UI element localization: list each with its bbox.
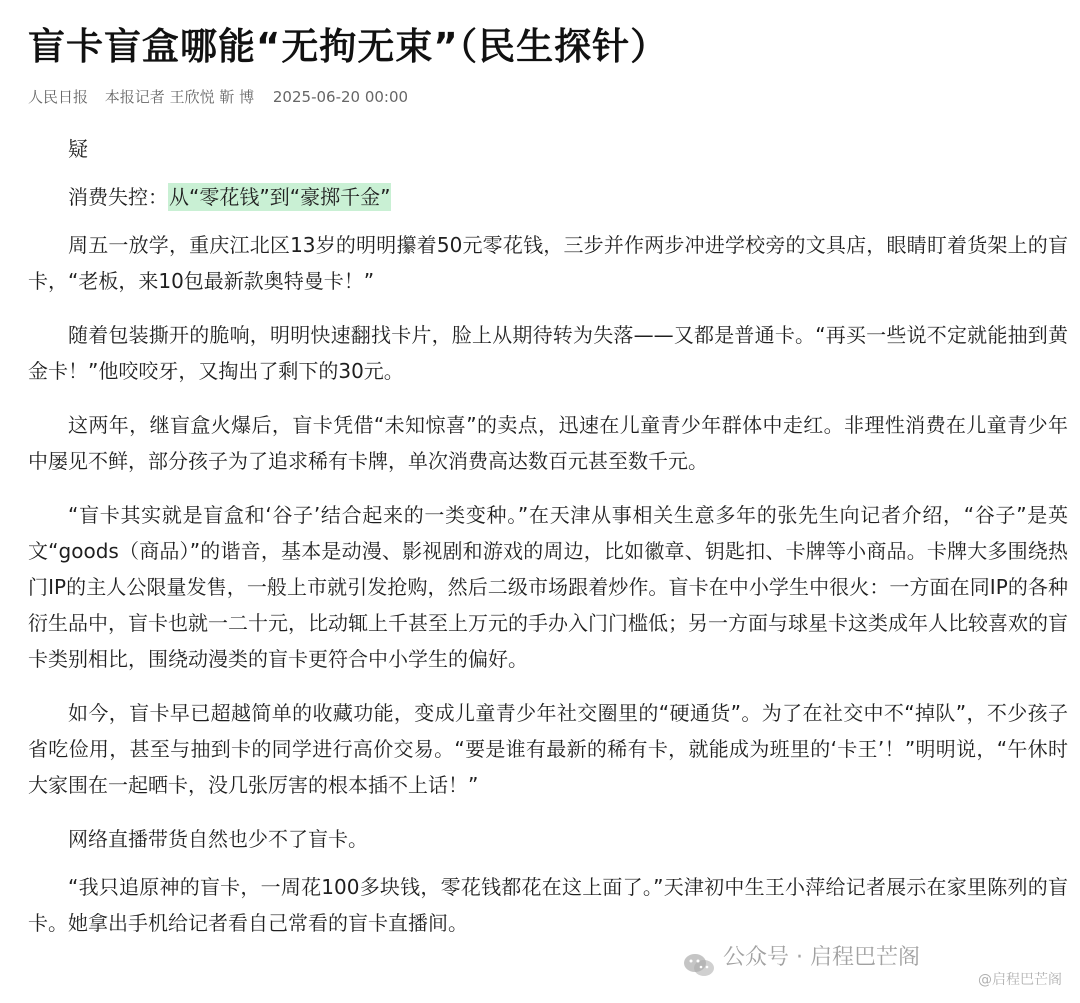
source-name: 人民日报: [28, 88, 89, 106]
paragraph: 随着包装撕开的脆响，明明快速翻找卡片，脸上从期待转为失落——又都是普通卡。“再买一些说不定就能抽到黄金卡！”他咬咬牙，又掏出了剩下的30元。: [28, 323, 1068, 383]
wechat-icon: [683, 952, 715, 978]
author-line: 本报记者 王欣悦 靳 博: [104, 88, 255, 106]
paragraph: 如今，盲卡早已超越简单的收藏功能，变成儿童青少年社交圈里的“硬通货”。为了在社交中不“掉队”，不少孩子省吃俭用，甚至与抽到卡的同学进行高价交易。“要是谁有最新的稀有卡，就能成为班里的‘卡王’！”明明说，“午休时大家围在一起晒卡，没几张厉害的根本插不上话！”: [28, 701, 1068, 797]
paragraph: “我只追原神的盲卡，一周花100多块钱，零花钱都花在这上面了。”天津初中生王小萍给记者展示在家里陈列的盲卡。她拿出手机给记者看自己常看的盲卡直播间。: [28, 875, 1068, 935]
subtitle-prefix: 消费失控：: [68, 185, 168, 209]
paragraph: “盲卡其实就是盲盒和‘谷子’结合起来的一类变种。”在天津从事相关生意多年的张先生向记者介绍，“谷子”是英文“goods（商品）”的谐音，基本是动漫、影视剧和游戏的周边，比如徽章、钥匙扣、卡牌等小商品。卡牌大多围绕热门IP的主人公限量发售，一般上市就引发抢购，然后二级市场跟着炒作。盲卡在中小学生中很火：一方面在同IP的各种衍生品中，盲卡也就一二十元，比动辄上千甚至上万元的手办入门门槛低；另一方面与球星卡这类成年人比较喜欢的盲卡类别相比，围绕动漫类的盲卡更符合中小学生的偏好。: [28, 503, 1068, 671]
watermark-text: 公众号 · 启程巴芒阁: [723, 945, 920, 970]
article-title: 盲卡盲盒哪能“无拘无束”（民生探针）: [28, 25, 669, 68]
paragraph: 网络直播带货自然也少不了盲卡。: [68, 827, 368, 851]
section-subtitle: [28, 179, 1068, 215]
section-label: [28, 131, 1068, 167]
watermark-subtext: @启程巴芒阁: [978, 972, 1062, 988]
article-meta: [28, 86, 420, 107]
publish-datetime: 2025-06-20 00:00: [272, 88, 409, 106]
paragraph: 这两年，继盲盒火爆后，盲卡凭借“未知惊喜”的卖点，迅速在儿童青少年群体中走红。非理性消费在儿童青少年中屡见不鲜，部分孩子为了追求稀有卡牌，单次消费高达数百元甚至数千元。: [28, 413, 1068, 473]
subtitle-highlight: 从“零花钱”到“豪掷千金”: [169, 185, 391, 209]
paragraph: 周五一放学，重庆江北区13岁的明明攥着50元零花钱，三步并作两步冲进学校旁的文具店，眼睛盯着货架上的盲卡，“老板，来10包最新款奥特曼卡！”: [28, 233, 1068, 293]
section-label-text: 疑: [68, 137, 88, 161]
article-body: [28, 131, 1068, 959]
